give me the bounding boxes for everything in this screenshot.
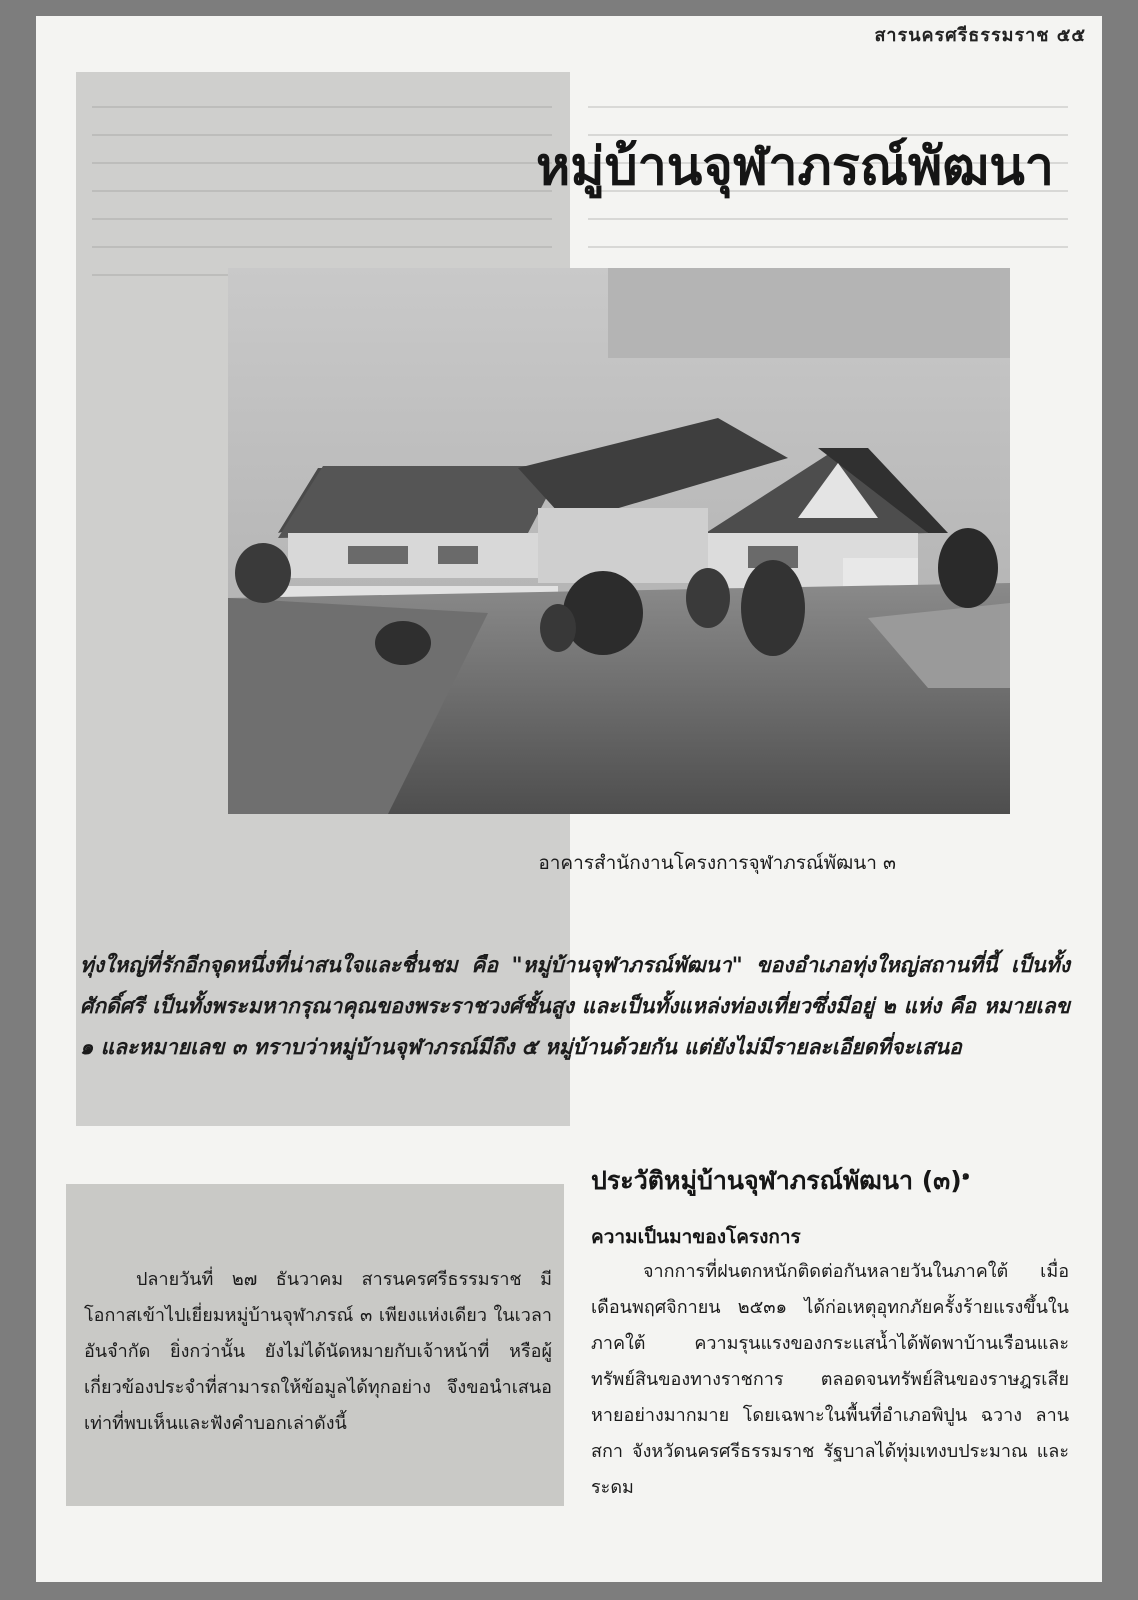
footnote-mark: ๑ — [961, 1168, 970, 1184]
article-title: หมู่บ้านจุฬาภรณ์พัฒนา — [536, 137, 1054, 197]
building-photo-illustration — [228, 268, 1010, 814]
section-heading — [591, 1161, 970, 1201]
building-photo — [228, 268, 1010, 814]
intro-paragraph: ทุ่งใหญ่ที่รักอีกจุดหนึ่งที่น่าสนใจและชื่นชม คือ "หมู่บ้านจุฬาภรณ์พัฒนา" ของอำเภอทุ่งใหญ่สถานที่นี้ เป็นทั้งศักดิ์ศรี เป็นทั้งพระมหากรุณาคุณของพระราชวงศ์ชั้นสูง และเป็นทั้งแหล่งท่องเที่ยวซึ่งมีอยู่ ๒ แห่ง คือ หมายเลข ๑ และหมายเลข ๓ ทราบว่าหมู่บ้านจุฬาภรณ์มีถึง ๕ หมู่บ้านด้วยกัน แต่ยังไม่มีรายละเอียดที่จะเสนอ — [80, 952, 1070, 1059]
running-head: สารนครศรีธรรมราช ๕๕ — [874, 25, 1086, 46]
sub-heading: ความเป็นมาของโครงการ — [591, 1226, 801, 1248]
body-paragraph-right: จากการที่ฝนตกหนักติดต่อกันหลายวันในภาคใต้ เมื่อเดือนพฤศจิกายน ๒๕๓๑ ได้ก่อเหตุอุทกภัยครั้งร้ายแรงขึ้นในภาคใต้ ความรุนแรงของกระแสน้ำได้พัดพาบ้านเรือนและทรัพย์สินของทางราชการ ตลอดจนทรัพย์สินของราษฎรเสียหายอย่างมากมาย โดยเฉพาะในพื้นที่อำเภอพิปูน ฉวาง ลานสกา จังหวัดนครศรีธรรมราช รัฐบาลได้ทุ่มเทงบประมาณ และระดม — [591, 1261, 1069, 1498]
sidebar-box-text: ปลายวันที่ ๒๗ ธันวาคม สารนครศรีธรรมราช มีโอกาสเข้าไปเยี่ยมหมู่บ้านจุฬาภรณ์ ๓ เพียงแห่งเดียว ในเวลาอันจำกัด ยิ่งกว่านั้น ยังไม่ได้นัดหมายกับเจ้าหน้าที่ หรือผู้เกี่ยวข้องประจำที่สามารถให้ข้อมูลได้ทุกอย่าง จึงขอนำเสนอเท่าที่พบเห็นและฟังคำบอกเล่าดังนี้ — [84, 1269, 552, 1434]
document-page — [36, 16, 1102, 1582]
photo-caption: อาคารสำนักงานโครงการจุฬาภรณ์พัฒนา ๓ — [538, 852, 896, 874]
section-heading-text: ประวัติหมู่บ้านจุฬาภรณ์พัฒนา (๓) — [591, 1166, 962, 1195]
